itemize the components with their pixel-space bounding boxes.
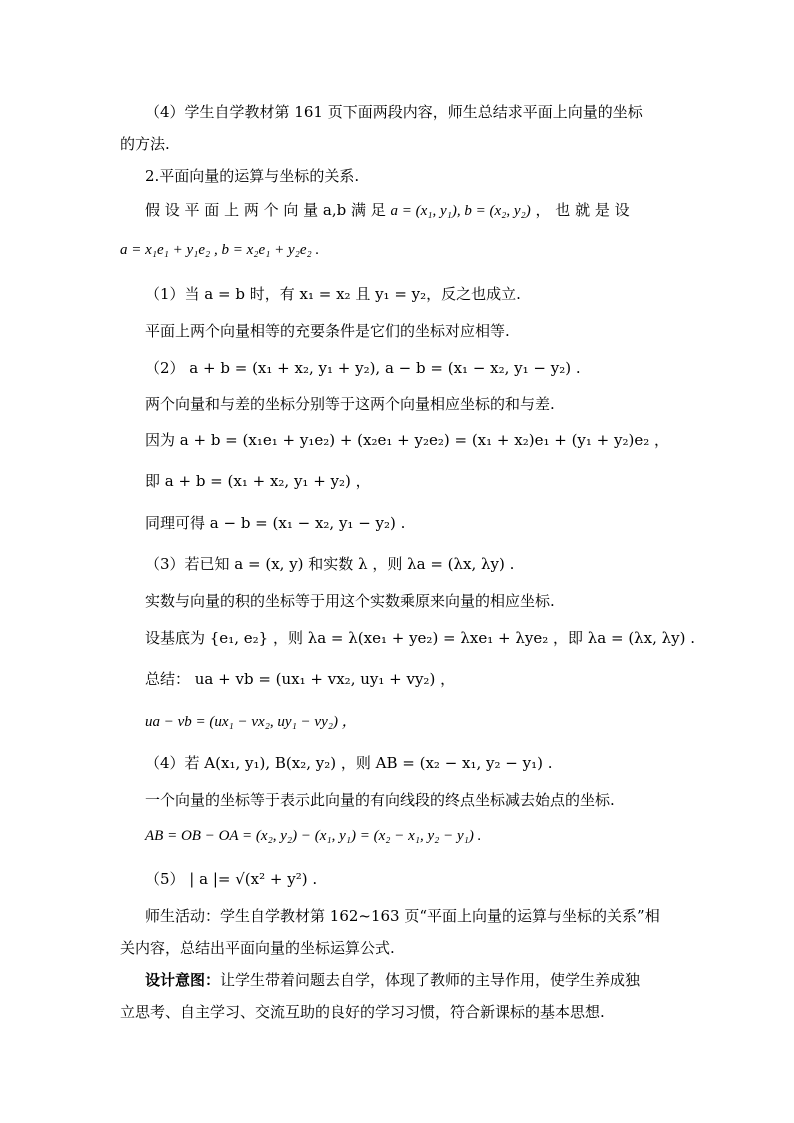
proof-sum-line2: 即 a + b = (x₁ + x₂, y₁ + y₂) ，: [145, 472, 371, 490]
assumption-line: [145, 200, 630, 221]
design-intent-label: 设计意图：: [145, 971, 221, 989]
rule-vector-from-points: （4）若 A(x₁, y₁), B(x₂, y₂) ，则 AB = (x₂ − x₁, y₂ − y₁) .: [145, 754, 553, 772]
statement-scalar: 实数与向量的积的坐标等于用这个实数乘原来向量的相应坐标.: [145, 592, 555, 610]
assumption-text-end: ， 也 就 是 设: [535, 201, 630, 219]
rule-equality: （1）当 a = b 时，有 x₁ = x₂ 且 y₁ = y₂，反之也成立.: [145, 285, 521, 303]
summary-linear-combination: 总结： ua + vb = (ux₁ + vx₂, uy₁ + vy₂) ，: [145, 670, 456, 688]
formula-vector-from-points: AB = OB − OA = (x₂, y₂) − (x₁, y₁) = (x₂ − x₁, y₂ − y₁) .: [145, 828, 482, 844]
paragraph-step4-line2: 的方法.: [120, 135, 170, 153]
rule-sum-difference: （2） a + b = (x₁ + x₂, y₁ + y₂), a − b = (x₁ − x₂, y₁ − y₂) .: [145, 359, 581, 377]
assumption-text-start: 假 设 平 面 上 两 个 向 量 a,b 满 足: [145, 201, 391, 219]
rule-scalar-multiplication: （3）若已知 a = (x, y) 和实数 λ ，则 λa = (λx, λy) .: [145, 555, 515, 573]
activity-line1: 师生活动：学生自学教材第 162~163 页“平面上向量的运算与坐标的关系”相: [145, 907, 660, 925]
rule-magnitude: （5） | a |= √(x² + y²) .: [145, 870, 318, 888]
summary-linear-difference: ua − vb = (ux₁ − vx₂, uy₁ − vy₂) ，: [145, 714, 357, 730]
design-intent-line2: 立思考、自主学习、交流互助的良好的学习习惯，符合新课标的基本思想.: [120, 1003, 605, 1021]
activity-line2: 关内容，总结出平面向量的坐标运算公式.: [120, 939, 395, 957]
proof-scalar: 设基底为 {e₁, e₂} ，则 λa = λ(xe₁ + ye₂) = λxe₁ + λye₂ ，即 λa = (λx, λy) .: [145, 629, 696, 647]
proof-sum-line1: 因为 a + b = (x₁e₁ + y₁e₂) + (x₂e₁ + y₂e₂) = (x₁ + x₂)e₁ + (y₁ + y₂)e₂ ，: [145, 431, 670, 449]
statement-sum-difference: 两个向量和与差的坐标分别等于这两个向量相应坐标的和与差.: [145, 395, 555, 413]
paragraph-step4-line1: （4）学生自学教材第 161 页下面两段内容，师生总结求平面上向量的坐标: [145, 103, 643, 121]
statement-vector-from-points: 一个向量的坐标等于表示此向量的有向线段的终点坐标减去始点的坐标.: [145, 791, 615, 809]
section-heading-2: 2.平面向量的运算与坐标的关系.: [145, 167, 360, 185]
statement-equality: 平面上两个向量相等的充要条件是它们的坐标对应相等.: [145, 322, 510, 340]
proof-difference: 同理可得 a − b = (x₁ − x₂, y₁ − y₂) .: [145, 514, 406, 532]
formula-basis-decomposition: a = x₁e₁ + y₁e₂ , b = x₂e₁ + y₂e₂ .: [120, 242, 320, 258]
formula-vectors-ab: a = (x₁, y₁), b = (x₂, y₂): [390, 203, 531, 219]
design-intent-line1: [145, 970, 640, 990]
design-intent-text: 让学生带着问题去自学，体现了教师的主导作用，使学生养成独: [220, 971, 641, 989]
